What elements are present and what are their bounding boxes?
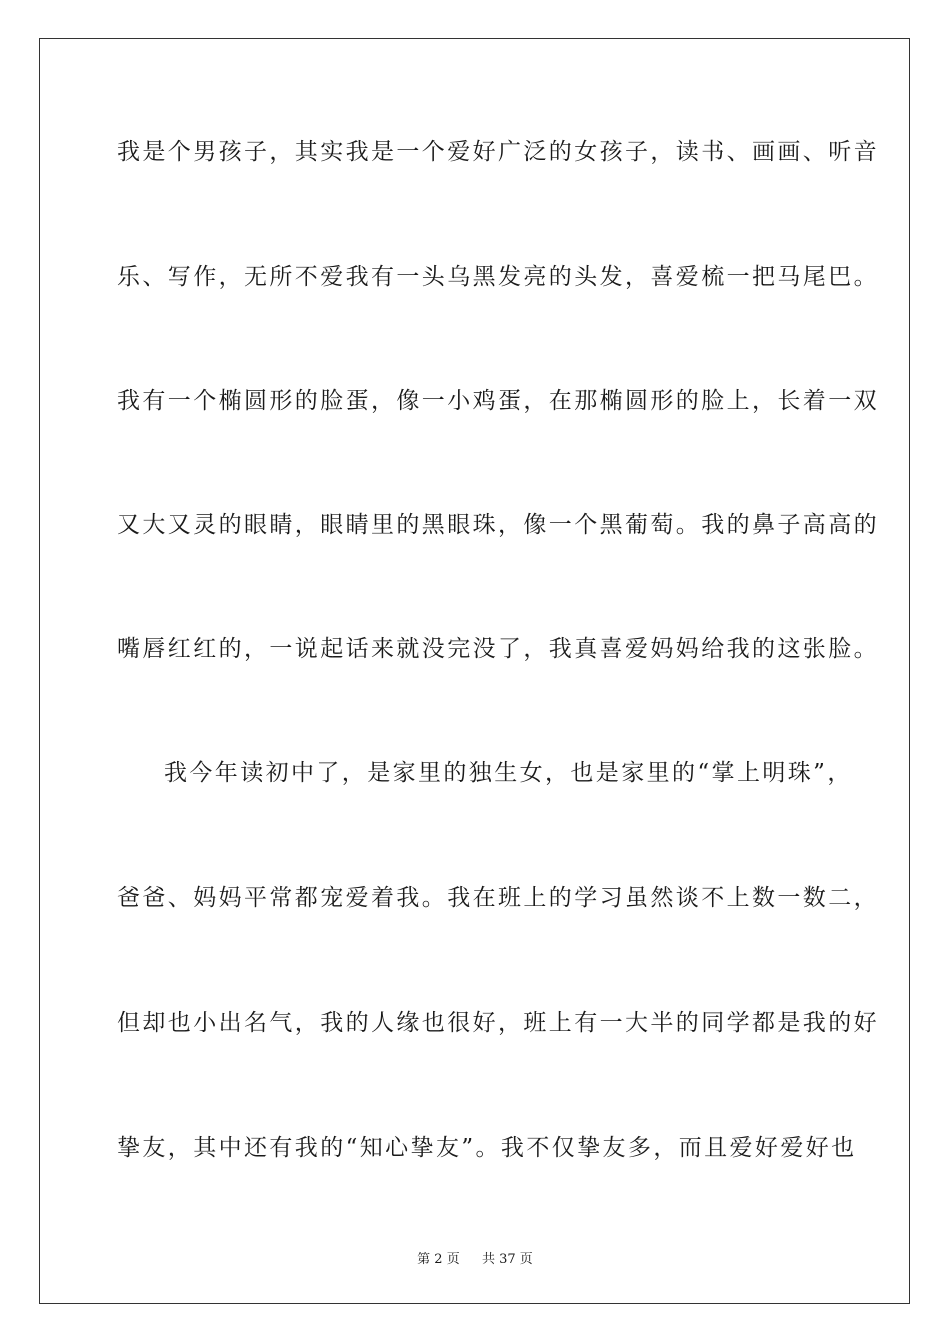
paragraph-line: 爸爸、妈妈平常都宠爱着我。我在班上的学习虽然谈不上数一数二， bbox=[117, 885, 879, 911]
paragraph-line: 我是个男孩子，其实我是一个爱好广泛的女孩子，读书、画画、听音 bbox=[117, 139, 879, 165]
page-footer bbox=[0, 1248, 950, 1267]
paragraph-line: 嘴唇红红的，一说起话来就没完没了，我真喜爱妈妈给我的这张脸。 bbox=[117, 636, 879, 662]
paragraph-line: 又大又灵的眼睛，眼睛里的黑眼珠，像一个黑葡萄。我的鼻子高高的 bbox=[117, 512, 879, 538]
paragraph-line-indented: 我今年读初中了，是家里的独生女，也是家里的“掌上明珠”， bbox=[164, 760, 853, 786]
paragraph-line: 但却也小出名气，我的人缘也很好，班上有一大半的同学都是我的好 bbox=[117, 1010, 879, 1036]
page-total: 共 37 页 bbox=[482, 1252, 533, 1267]
paragraph-line: 挚友，其中还有我的“知心挚友”。我不仅挚友多，而且爱好爱好也 bbox=[117, 1135, 857, 1161]
page-border bbox=[39, 38, 910, 1304]
page-number: 第 2 页 bbox=[417, 1252, 460, 1267]
paragraph-line: 我有一个椭圆形的脸蛋，像一小鸡蛋，在那椭圆形的脸上，长着一双 bbox=[117, 388, 879, 414]
paragraph-line: 乐、写作，无所不爱我有一头乌黑发亮的头发，喜爱梳一把马尾巴。 bbox=[117, 264, 879, 290]
